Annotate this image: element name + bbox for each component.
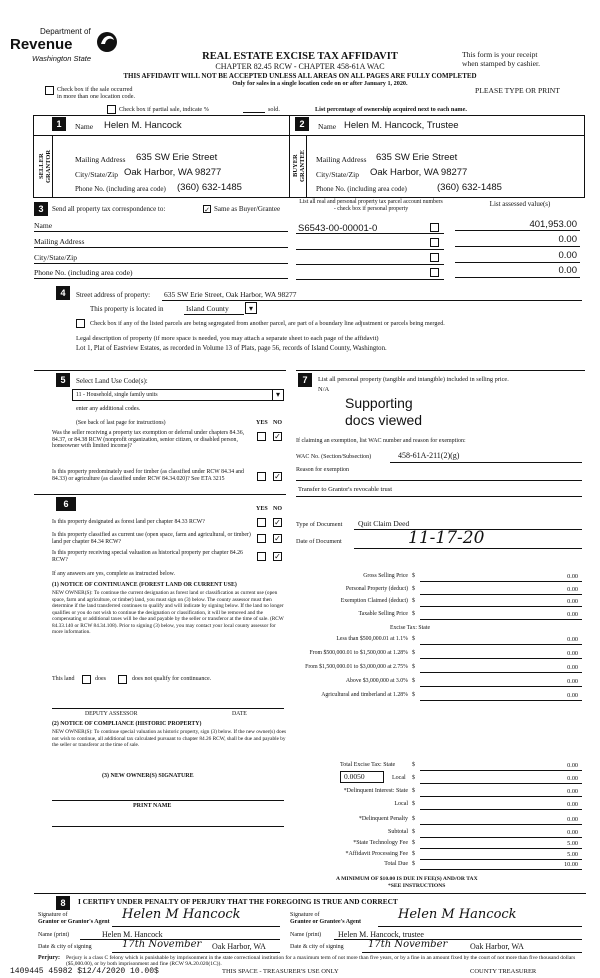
buyer-name-label: Name — [318, 122, 337, 131]
additional-codes: enter any additional codes. — [76, 406, 141, 412]
seller-name: Helen M. Hancock — [104, 120, 182, 131]
tax-bracket-label-1: From $500,000.01 to $1,500,000 at 1.28% — [309, 650, 408, 656]
subtotal-line — [420, 837, 582, 838]
s3-name-line — [34, 231, 288, 232]
s3-address-line — [34, 247, 288, 248]
parcel-line-3 — [296, 264, 444, 265]
tax-line-value-0: 0.00 — [567, 573, 578, 580]
type-or-print: PLEASE TYPE OR PRINT — [475, 86, 560, 95]
receipt-stamp: 1409445 45982 $12/4/2020 10.00$ — [10, 967, 159, 976]
local-dollar: $ — [412, 775, 415, 781]
seller-label-divider — [52, 135, 53, 198]
grantor-sig-label-2: Grantor or Grantor's Agent — [38, 919, 110, 925]
buyer-phone: (360) 632-1485 — [437, 182, 502, 193]
grantee-city: Oak Harbor, WA — [470, 942, 524, 951]
buyer-phone-label: Phone No. (including area code) — [316, 185, 407, 193]
s6-q3-yes-checkbox[interactable] — [257, 552, 266, 561]
partial-percent-input[interactable] — [243, 112, 265, 113]
print-name-label: PRINT NAME — [133, 803, 172, 809]
county-line — [184, 314, 244, 315]
grantor-name-label: Name (print) — [38, 932, 70, 938]
assessed-line-3 — [455, 262, 580, 263]
parcel-line-2 — [296, 249, 444, 250]
deputy-assessor-label: DEPUTY ASSESSOR — [85, 711, 138, 717]
continuance-text: NEW OWNER(S): To continue the current designation as forest land or classification as current use (open space, farm and agriculture, or timber) land, you must sign on (3) below. The county assessor must then determine if the land transferred continues to qualify and will indicate by signing below. If the land no longer qualifies or you do not wish to continue the designation or classification, it will be removed and the compensating or additional taxes will be due and payable by the seller or transferor at the time of sale. (RCW 84.33.140 or RCW 84.34.108). Prior to signing (3) below, you may contact your local county assessor for more information. — [52, 590, 284, 635]
partial-sale-checkbox[interactable] — [107, 105, 116, 114]
section-5-badge: 5 — [56, 373, 70, 387]
segregated-checkbox[interactable] — [76, 319, 85, 328]
total-state-value: 0.00 — [567, 762, 578, 769]
s5-q1-no-checkbox[interactable] — [273, 432, 282, 441]
dor-swirl-icon — [96, 30, 118, 54]
s3-city-label: City/State/Zip — [34, 253, 78, 262]
same-as-buyer-label: Same as Buyer/Grantee — [214, 205, 281, 213]
grantee-name: Helen M. Hancock, trustee — [338, 930, 424, 939]
s5-no-label: NO — [273, 420, 282, 426]
tax-line-value-3: 0.00 — [567, 610, 578, 618]
processing-fee-label: *Affidavit Processing Fee — [345, 851, 408, 857]
tax-line-dollar-0: $ — [412, 573, 415, 579]
s5-q2-no-checkbox[interactable] — [273, 472, 282, 481]
s6-q2-no-checkbox[interactable] — [273, 534, 282, 543]
section-7-top-line — [296, 370, 585, 371]
tech-fee-value: 5.00 — [567, 840, 578, 847]
tax-bracket-dollar-2: $ — [412, 664, 415, 670]
section-1-badge: 1 — [52, 117, 66, 131]
parcel-personal-checkbox-4[interactable] — [430, 268, 439, 277]
seller-phone: (360) 632-1485 — [177, 182, 242, 193]
s5-question-1: Was the seller receiving a property tax exemption or deferral under chapters 84.36, 84.37, or 84.38 RCW (nonprofit organization, senior citizen, or disabled person, homeowner with limited income)? — [52, 430, 245, 450]
s6-no-label: NO — [273, 506, 282, 512]
s6-q3-no-checkbox[interactable] — [273, 552, 282, 561]
tax-bracket-label-2: From $1,500,000.01 to $3,000,000 at 2.75% — [305, 664, 408, 670]
parties-divider — [289, 115, 290, 198]
s6-question-1: Is this property designated as forest land per chapter 84.33 RCW? — [52, 519, 205, 525]
s5-q2-yes-checkbox[interactable] — [257, 472, 266, 481]
doc-date-line — [354, 548, 582, 549]
processing-fee-dollar: $ — [412, 851, 415, 857]
section-2-badge: 2 — [295, 117, 309, 131]
tax-line-dollar-2: $ — [412, 598, 415, 604]
local-line — [420, 783, 582, 784]
grantee-signature: Helen M Hancock — [398, 907, 517, 922]
reason-line-2 — [296, 496, 582, 497]
section-8-top-line — [34, 893, 586, 894]
parcel-line-1 — [296, 233, 444, 234]
tax-bracket-label-0: Less than $500,000.01 at 1.1% — [336, 636, 408, 642]
buyer-address: 635 SW Erie Street — [376, 152, 458, 163]
supporting-docs-line-2: docs viewed — [345, 412, 423, 428]
assessed-value-3: 0.00 — [558, 250, 577, 261]
agency-line1: Department of — [40, 27, 91, 36]
tax-line-dollar-1: $ — [412, 585, 415, 592]
agency-line2: Revenue — [10, 36, 73, 53]
grantee-date-line — [362, 952, 582, 953]
s6-question-3: Is this property receiving special valuation as historical property per chapter 84.26 RCW? — [52, 550, 243, 563]
continuance-title: (1) NOTICE OF CONTINUANCE (FOREST LAND OR CURRENT USE) — [52, 582, 237, 588]
chevron-down-icon: ▾ — [248, 304, 253, 313]
perjury-text: Perjury is a class C felony which is punishable by imprisonment in the state correctional institution for a maximum term of not more than five years, or by a fine in an amount fixed by the court of not more than five thousand dollars ($5,000.00), or by both imprisonment and fine (RCW 9A.20.020(1C)). — [66, 955, 576, 968]
street-line — [162, 300, 582, 301]
multi-location-label-2: in more than one location code. — [57, 93, 136, 100]
tech-fee-line — [420, 848, 582, 849]
tax-bracket-dollar-1: $ — [412, 650, 415, 656]
subtotal-label: Subtotal — [387, 829, 408, 835]
parcel-personal-checkbox-2[interactable] — [430, 238, 439, 247]
tax-line-label-2: Exemption Claimed (deduct) — [340, 598, 408, 604]
exemption-label: If claiming an exemption, list WAC number and reason for exemption: — [296, 438, 466, 444]
wac-label: WAC No. (Section/Subsection) — [296, 454, 372, 460]
assessed-line-1 — [455, 230, 580, 231]
perjury-title: Perjury: — [38, 955, 60, 961]
ownership-note: List percentage of ownership acquired next to each name. — [315, 106, 467, 113]
penalty-line — [420, 824, 582, 825]
county-label: This property is located in — [90, 305, 164, 313]
local-rate-value: 0.0050 — [344, 772, 365, 781]
seller-address: 635 SW Erie Street — [136, 152, 218, 163]
local2-value: 0.00 — [567, 801, 578, 808]
doc-type-label: Type of Document — [296, 521, 343, 528]
total-state-dollar: $ — [412, 762, 415, 768]
section-3-badge: 3 — [34, 202, 48, 216]
see-instructions: *SEE INSTRUCTIONS — [388, 883, 446, 889]
grantee-sig-label-2: Grantee or Grantee's Agent — [290, 919, 362, 925]
doc-type-value: Quit Claim Deed — [358, 519, 410, 528]
land-use-label: Select Land Use Code(s): — [76, 377, 148, 385]
tax-line-value-1: 0.00 — [567, 585, 578, 593]
total-due-line — [420, 869, 582, 870]
grantee-date-label: Date & city of signing — [290, 944, 344, 950]
partial-sale-label: Check box if partial sale, indicate % — [119, 106, 209, 113]
s5-question-2: Is this property predominately used for timber (as classified under RCW 84.34 and 84.33) or agriculture (as classified under RCW 84.34.020)? See ETA 3215 — [52, 469, 244, 482]
s5-q1-yes-checkbox[interactable] — [257, 432, 266, 441]
compliance-title: (2) NOTICE OF COMPLIANCE (HISTORIC PROPERTY) — [52, 721, 202, 727]
tax-bracket-dollar-3: $ — [412, 678, 415, 684]
personal-property-label: List all personal property (tangible and intangible) included in selling price. — [318, 376, 509, 383]
buyer-label-divider — [306, 135, 307, 198]
parcel-line-4 — [296, 279, 444, 280]
partial-sold-label: sold. — [268, 106, 280, 113]
processing-fee-line — [420, 859, 582, 860]
grantee-sig-label-1: Signature of — [290, 912, 320, 918]
tax-bracket-value-1: 0.00 — [567, 650, 578, 657]
grantor-signature: Helen M Hancock — [122, 907, 241, 922]
reason-label: Reason for exemption — [296, 467, 349, 473]
tax-bracket-line-2 — [420, 672, 582, 673]
assessed-value-4: 0.00 — [558, 265, 577, 276]
s6-q1-no-checkbox[interactable] — [273, 518, 282, 527]
s3-phone-label: Phone No. (including area code) — [34, 268, 133, 277]
wac-line — [390, 462, 582, 463]
land-does-not-label: does not qualify for continuance. — [132, 676, 212, 682]
land-use-dropdown-button[interactable] — [272, 390, 283, 400]
seller-divider — [34, 135, 289, 136]
grantor-date-label: Date & city of signing — [38, 944, 92, 950]
grantor-sig-label-1: Signature of — [38, 912, 68, 918]
total-due-dollar: $ — [412, 861, 415, 867]
tech-fee-label: *State Technology Fee — [353, 840, 408, 846]
tax-bracket-dollar-0: $ — [412, 636, 415, 642]
doc-date-label: Date of Document — [296, 538, 342, 545]
s6-yes-label: YES — [256, 506, 268, 512]
form-warning: THIS AFFIDAVIT WILL NOT BE ACCEPTED UNLESS ALL AREAS ON ALL PAGES ARE FULLY COMPLETED — [123, 72, 477, 80]
s6-q1-no-check-icon: ✓ — [274, 518, 281, 527]
form-title: REAL ESTATE EXCISE TAX AFFIDAVIT — [202, 51, 398, 62]
seller-name-label: Name — [75, 122, 94, 131]
seller-phone-label: Phone No. (including area code) — [75, 185, 166, 193]
send-correspondence-label: Send all property tax correspondence to: — [52, 205, 166, 213]
reason-value: Transfer to Grantor's revocable trust — [298, 486, 393, 493]
multi-location-checkbox[interactable] — [45, 86, 54, 95]
supporting-docs-line-1: Supporting — [345, 395, 413, 411]
tax-bracket-dollar-4: $ — [412, 692, 415, 698]
penalty-value: 0.00 — [567, 816, 578, 823]
parcel-header: List all real and personal property tax parcel account numbers - check box if personal property — [299, 199, 443, 212]
land-does-label: does — [95, 676, 106, 682]
tax-line-value-2: 0.00 — [567, 598, 578, 605]
grantee-date: 17th November — [368, 939, 448, 950]
grantee-sig-line — [378, 926, 582, 927]
buyer-address-label: Mailing Address — [316, 155, 367, 164]
local2-label: Local — [394, 801, 408, 807]
sales-note: Only for sales in a single location code on or after January 1, 2020. — [232, 80, 408, 87]
delinquent-interest-line — [420, 796, 582, 797]
tax-line-dollar-3: $ — [412, 610, 415, 617]
tax-bracket-value-3: 0.00 — [567, 678, 578, 685]
buyer-divider — [290, 135, 585, 136]
grantor-date-line — [112, 952, 280, 953]
seller-address-label: Mailing Address — [75, 155, 126, 164]
subtotal-value: 0.00 — [567, 829, 578, 836]
form-subtitle: CHAPTER 82.45 RCW - CHAPTER 458-61A WAC — [215, 62, 385, 71]
tax-bracket-value-2: 0.00 — [567, 664, 578, 671]
tax-line-label-1: Personal Property (deduct) — [345, 585, 408, 592]
agency-line3: Washington State — [32, 54, 92, 63]
seller-city-label: City/State/Zip — [75, 170, 119, 179]
land-does-checkbox[interactable] — [82, 675, 91, 684]
section-6-badge: 6 — [56, 497, 76, 511]
tax-line-line-3 — [420, 619, 582, 620]
local2-line — [420, 809, 582, 810]
street-address: 635 SW Erie Street, Oak Harbor, WA 98277 — [164, 290, 297, 299]
s6-q2-no-check-icon: ✓ — [274, 534, 281, 543]
doc-date-value: 11-17-20 — [408, 528, 485, 548]
deputy-date-label: DATE — [232, 711, 247, 717]
buyer-name: Helen M. Hancock, Trustee — [344, 120, 459, 131]
segregated-text: Check box if any of the listed parcels are being segregated from another parcel, are part of a boundary line adjustment or parcels being merged. — [90, 320, 445, 327]
penalty-dollar: $ — [412, 816, 415, 822]
assessed-value-2: 0.00 — [558, 234, 577, 245]
assessed-line-4 — [455, 277, 580, 278]
this-land-label: This land — [52, 676, 75, 682]
grantor-sig-line — [112, 926, 280, 927]
legal-description: Lot 1, Plat of Eastview Estates, as recorded in Volume 13 of Plats, page 56, records of Island County, Washington. — [76, 345, 387, 352]
assessed-header: List assessed value(s) — [489, 200, 551, 208]
local-rate-field[interactable] — [340, 771, 384, 783]
total-due-label: Total Due — [384, 861, 408, 867]
tax-bracket-line-3 — [420, 686, 582, 687]
multi-location-label-1: Check box if the sale occurred — [57, 86, 133, 93]
chevron-down-icon: ▾ — [275, 390, 280, 399]
personal-property-value: N/A — [318, 386, 330, 393]
s6-answers-note: If any answers are yes, complete as instructed below. — [52, 571, 175, 577]
total-state-label: Total Excise Tax: State — [340, 762, 396, 768]
penalty-label: *Delinquent Penalty — [358, 816, 408, 822]
seller-city: Oak Harbor, WA 98277 — [124, 167, 222, 178]
excise-header: Excise Tax: State — [389, 625, 431, 631]
same-as-buyer-check-icon: ✓ — [204, 206, 210, 214]
s6-q2-yes-checkbox[interactable] — [257, 534, 266, 543]
legal-label: Legal description of property (if more space is needed, you may attach a separate sheet to each page of the affidavit) — [76, 335, 379, 342]
tax-line-line-2 — [420, 606, 582, 607]
s3-name-label: Name — [34, 221, 53, 230]
delinquent-interest-value: 0.00 — [567, 788, 578, 795]
s5-yes-label: YES — [256, 420, 268, 426]
land-does-not-checkbox[interactable] — [118, 675, 127, 684]
parcel-number-1: S6543-00-00001-0 — [298, 223, 378, 234]
same-as-buyer-checkbox[interactable] — [203, 205, 211, 213]
seller-side-label: SELLER GRANTOR — [38, 149, 52, 183]
local2-dollar: $ — [412, 801, 415, 807]
wac-value: 458-61A-211(2)(g) — [398, 451, 460, 460]
s3-address-label: Mailing Address — [34, 237, 85, 246]
tax-line-label-0: Gross Selling Price — [363, 573, 408, 579]
dor-logo — [10, 28, 120, 68]
minimum-note: A MINIMUM OF $10.00 IS DUE IN FEE(S) AND/OR TAX — [336, 876, 478, 882]
tax-line-line-1 — [420, 594, 582, 595]
tax-bracket-line-1 — [420, 658, 582, 659]
processing-fee-value: 5.00 — [567, 851, 578, 858]
s5-q2-no-check-icon: ✓ — [274, 472, 281, 481]
subtotal-dollar: $ — [412, 829, 415, 835]
section-7-badge: 7 — [298, 373, 312, 387]
assessed-value-1: 401,953.00 — [529, 219, 577, 230]
s3-city-line — [34, 263, 288, 264]
s6-q3-no-check-icon: ✓ — [274, 552, 281, 561]
county-treasurer: COUNTY TREASURER — [470, 968, 537, 975]
grantor-name: Helen M. Hancock — [102, 930, 163, 939]
tax-line-line-0 — [420, 581, 582, 582]
new-owner-sign-line — [52, 800, 284, 801]
section-4-badge: 4 — [56, 286, 70, 300]
parcel-personal-checkbox-3[interactable] — [430, 253, 439, 262]
land-use-select[interactable] — [72, 389, 284, 401]
treasurer-use: THIS SPACE - TREASURER'S USE ONLY — [222, 968, 339, 975]
total-state-line — [420, 770, 582, 771]
certify-text: I CERTIFY UNDER PENALTY OF PERJURY THAT THE FOREGOING IS TRUE AND CORRECT — [78, 897, 398, 906]
section-8-badge: 8 — [56, 896, 70, 910]
receipt-note-2: when stamped by cashier. — [462, 59, 541, 68]
buyer-city: Oak Harbor, WA 98277 — [370, 167, 468, 178]
grantor-city: Oak Harbor, WA — [212, 942, 266, 951]
receipt-note-1: This form is your receipt — [462, 50, 538, 59]
grantor-date: 17th November — [122, 939, 202, 950]
local-value: 0.00 — [567, 775, 578, 782]
assessor-sign-line — [52, 708, 284, 709]
delinquent-interest-label: *Delinquent Interest: State — [343, 788, 408, 794]
buyer-city-label: City/State/Zip — [316, 170, 360, 179]
s5-q1-no-check-icon: ✓ — [274, 432, 281, 441]
tax-bracket-value-0: 0.00 — [567, 636, 578, 643]
s3-phone-line — [34, 278, 288, 279]
tax-bracket-line-0 — [420, 644, 582, 645]
compliance-text: NEW OWNER(S): To continue special valuation as historic property, sign (3) below. If the new owner(s) does not wish to continue, all additional tax calculated pursuant to chapter 84.26 RCW, shall be due and payable by the seller or transferor at the time of sale. — [52, 729, 287, 748]
assessed-line-2 — [455, 246, 580, 247]
county-value: Island County — [186, 304, 229, 313]
reason-line-1 — [296, 480, 582, 481]
land-use-value: 11 - Household, single family units — [76, 392, 158, 398]
total-due-value: 10.00 — [564, 861, 578, 868]
new-owner-sig-label: (3) NEW OWNER(S) SIGNATURE — [102, 773, 194, 779]
tech-fee-dollar: $ — [412, 840, 415, 846]
parcel-personal-checkbox-1[interactable] — [430, 223, 439, 232]
street-label: Street address of property: — [76, 291, 151, 299]
county-dropdown[interactable] — [245, 302, 257, 314]
see-back: (See back of last page for instructions) — [76, 420, 166, 426]
delinquent-interest-dollar: $ — [412, 788, 415, 794]
tax-bracket-line-4 — [420, 700, 582, 701]
print-name-line — [52, 826, 284, 827]
tax-bracket-value-4: 0.00 — [567, 692, 578, 699]
section-6-top-line — [34, 494, 286, 495]
section-5-top-line — [34, 370, 286, 371]
s6-q1-yes-checkbox[interactable] — [257, 518, 266, 527]
grantee-name-label: Name (print) — [290, 932, 322, 938]
tax-bracket-label-4: Agricultural and timberland at 1.28% — [321, 692, 408, 698]
tax-line-label-3: Taxable Selling Price — [358, 610, 408, 617]
local-label: Local — [392, 775, 406, 781]
s6-question-2: Is this property classified as current use (open space, farm and agricultural, or timber) land per chapter 84.34 RCW? — [52, 532, 251, 545]
tax-bracket-label-3: Above $3,000,000 at 3.0% — [345, 678, 408, 684]
buyer-side-label: BUYER GRANTEE — [292, 149, 306, 183]
